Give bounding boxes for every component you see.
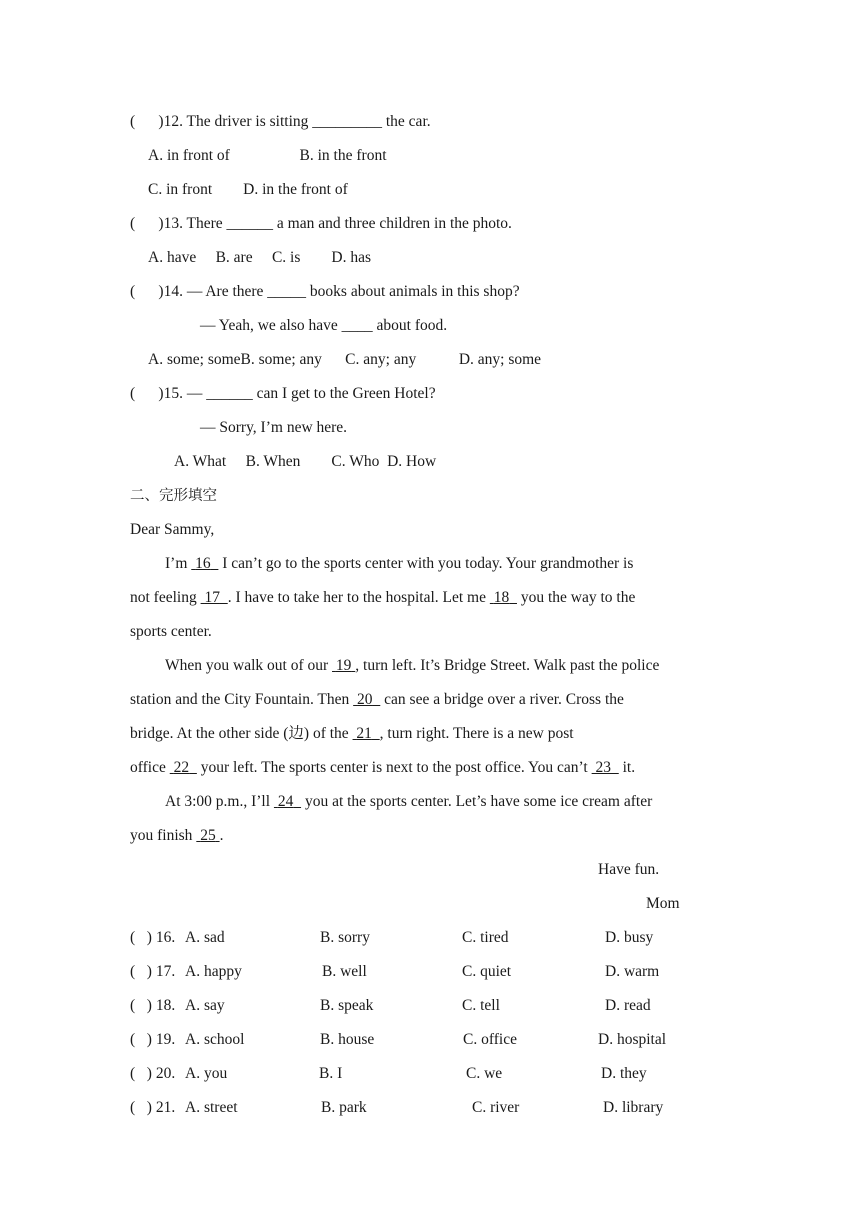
option-17-d: D. warm xyxy=(605,963,660,980)
blank-20: 20 xyxy=(357,691,373,708)
option-21-number: ( ) 21. xyxy=(130,1099,176,1116)
blank-16: 16 xyxy=(195,555,211,572)
question-12-options-row-1: A. in front of B. in the front xyxy=(148,147,387,164)
option-19-b: B. house xyxy=(320,1031,375,1048)
blank-21: 21 xyxy=(356,725,372,742)
option-16-c: C. tired xyxy=(462,929,509,946)
question-15-options: A. What B. When C. Who D. How xyxy=(174,453,437,470)
question-12-stem: ( )12. The driver is sitting _________ the car. xyxy=(130,113,431,130)
section-2-title: 二、完形填空 xyxy=(130,488,217,504)
option-21-c: C. river xyxy=(472,1099,520,1116)
question-14-reply: — Yeah, we also have ____ about food. xyxy=(200,317,448,334)
option-17-c: C. quiet xyxy=(462,963,512,980)
option-16-b: B. sorry xyxy=(320,929,370,946)
blank-19: 19 xyxy=(335,657,352,674)
option-19-c: C. office xyxy=(463,1031,517,1048)
letter-p2-line-1: When you walk out of our 19 , turn left. It’s Bridge Street. Walk past the police xyxy=(165,657,660,674)
letter-signature: Mom xyxy=(646,895,680,912)
blank-18: 18 xyxy=(493,589,510,606)
option-18-number: ( ) 18. xyxy=(130,997,176,1014)
option-17-b: B. well xyxy=(322,963,367,980)
letter-p1-line-1: I’m 16 I can’t go to the sports center with you today. Your grandmother is xyxy=(165,555,634,572)
question-12-options-row-2: C. in front D. in the front of xyxy=(148,181,348,198)
option-17-number: ( ) 17. xyxy=(130,963,176,980)
blank-24: 24 xyxy=(277,793,294,810)
option-19-a: A. school xyxy=(185,1031,245,1048)
option-18-c: C. tell xyxy=(462,997,500,1014)
question-15-reply: — Sorry, I’m new here. xyxy=(200,419,348,436)
letter-closing: Have fun. xyxy=(598,861,660,878)
letter-p2-line-4: office 22 your left. The sports center is next to the post office. You can’t 23 it. xyxy=(130,759,636,776)
option-20-d: D. they xyxy=(601,1065,647,1082)
letter-p3-line-1: At 3:00 p.m., I’ll 24 you at the sports center. Let’s have some ice cream after xyxy=(165,793,653,810)
option-20-number: ( ) 20. xyxy=(130,1065,176,1082)
question-14-options: A. some; someB. some; any C. any; any D. any; some xyxy=(148,351,542,368)
question-13-options: A. have B. are C. is D. has xyxy=(148,249,371,266)
blank-23: 23 xyxy=(595,759,611,776)
option-20-c: C. we xyxy=(466,1065,503,1082)
option-18-b: B. speak xyxy=(320,997,374,1014)
option-16-number: ( ) 16. xyxy=(130,929,176,946)
option-21-b: B. park xyxy=(321,1099,367,1116)
letter-salutation: Dear Sammy, xyxy=(130,521,215,538)
blank-17: 17 xyxy=(204,589,220,606)
option-21-d: D. library xyxy=(603,1099,664,1116)
option-19-d: D. hospital xyxy=(598,1031,667,1048)
letter-p1-line-2: not feeling 17 . I have to take her to the hospital. Let me 18 you the way to the xyxy=(130,589,636,606)
option-21-a: A. street xyxy=(185,1099,238,1116)
blank-22: 22 xyxy=(173,759,190,776)
option-20-b: B. I xyxy=(319,1065,343,1082)
question-14-stem: ( )14. — Are there _____ books about animals in this shop? xyxy=(130,283,520,300)
question-13-stem: ( )13. There ______ a man and three children in the photo. xyxy=(130,215,512,232)
blank-25: 25 xyxy=(200,827,216,844)
option-17-a: A. happy xyxy=(185,963,242,980)
option-16-a: A. sad xyxy=(185,929,225,946)
option-19-number: ( ) 19. xyxy=(130,1031,176,1048)
option-20-a: A. you xyxy=(185,1065,228,1082)
letter-p1-line-3: sports center. xyxy=(130,623,212,640)
question-15-stem: ( )15. — ______ can I get to the Green Hotel? xyxy=(130,385,436,402)
letter-p2-line-3: bridge. At the other side (边) of the 21 , turn right. There is a new post xyxy=(130,725,574,742)
option-16-d: D. busy xyxy=(605,929,654,946)
option-18-a: A. say xyxy=(185,997,225,1014)
letter-p2-line-2: station and the City Fountain. Then 20 can see a bridge over a river. Cross the xyxy=(130,691,624,708)
letter-p3-line-2: you finish 25 . xyxy=(130,827,224,844)
option-18-d: D. read xyxy=(605,997,651,1014)
